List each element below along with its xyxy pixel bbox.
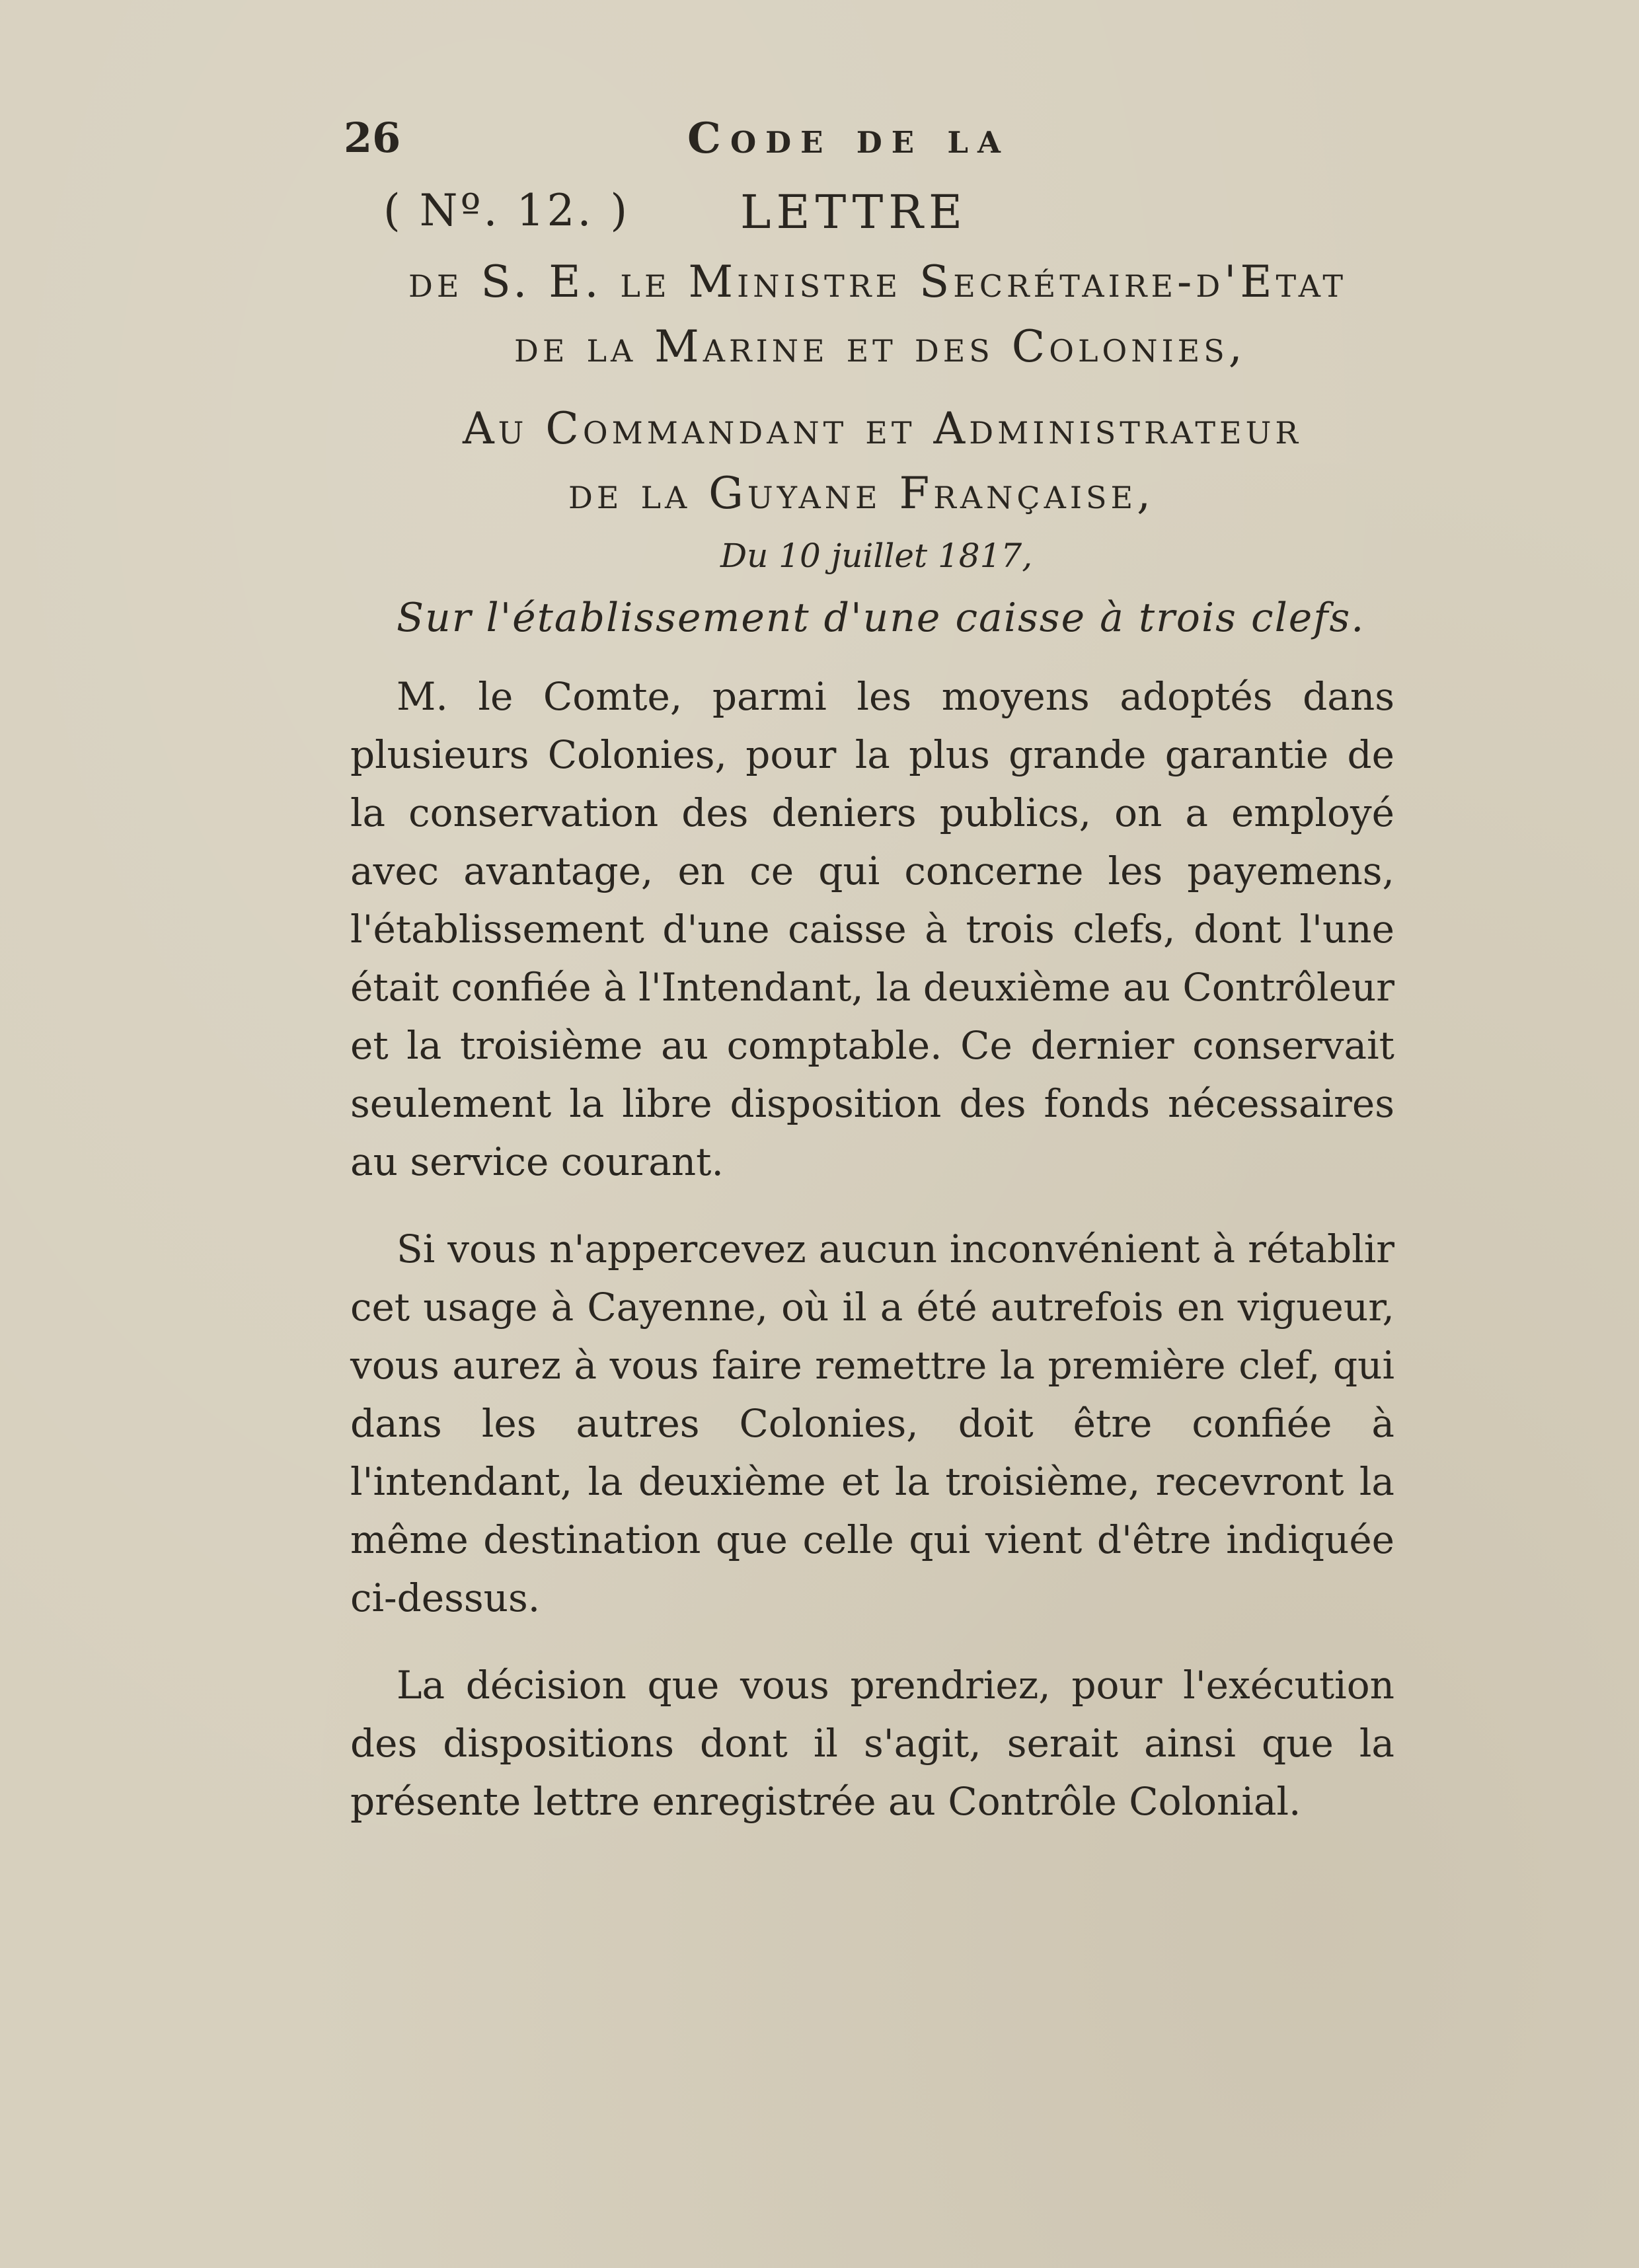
running-head: Code de la <box>687 114 1010 163</box>
page-number: 26 <box>344 114 401 162</box>
body-paragraph-2: Si vous n'appercevez aucun inconvénient à rétablir cet usage à Cayenne, où il a été autrefois en vigueur, vous aurez à vous faire remettre la première clef, qui dans les autres Colonies, doit être confiée à l'intendant, la deuxième et la troisième, recevront la même destination que celle qui vient d'être indiquée ci-dessus. <box>350 1227 1394 1620</box>
heading-recipient-line-2: de la Guyane Française, <box>568 468 1155 519</box>
heading-recipient-line-1: Au Commandant et Administrateur <box>463 403 1302 454</box>
heading-sender-line-2: de la Marine et des Colonies, <box>514 321 1246 372</box>
document-number: ( Nº. 12. ) <box>383 185 630 236</box>
letter-body <box>350 667 1394 1860</box>
body-paragraph-3: La décision que vous prendriez, pour l'exécution des dispositions dont il s'agit, serait ainsi que la présente lettre enregistrée au Contrôle Colonial. <box>350 1663 1394 1824</box>
heading-sender-line-1: de S. E. le Ministre Secrétaire-d'Etat <box>408 256 1348 307</box>
letter-date: Du 10 juillet 1817, <box>720 537 1033 575</box>
body-paragraph-1: M. le Comte, parmi les moyens adoptés dans plusieurs Colonies, pour la plus grande garantie de la conservation des deniers publics, on a employé avec avantage, en ce qui concerne les payemens, l'établissement d'une caisse à trois clefs, dont l'une était confiée à l'Intendant, la deuxième au Contrôleur et la troisième au comptable. Ce dernier conservait seulement la libre disposition des fonds nécessaires au service courant. <box>350 674 1394 1184</box>
letter-subject: Sur l'établissement d'une caisse à trois clefs. <box>397 595 1365 641</box>
document-type: LETTRE <box>740 185 968 239</box>
